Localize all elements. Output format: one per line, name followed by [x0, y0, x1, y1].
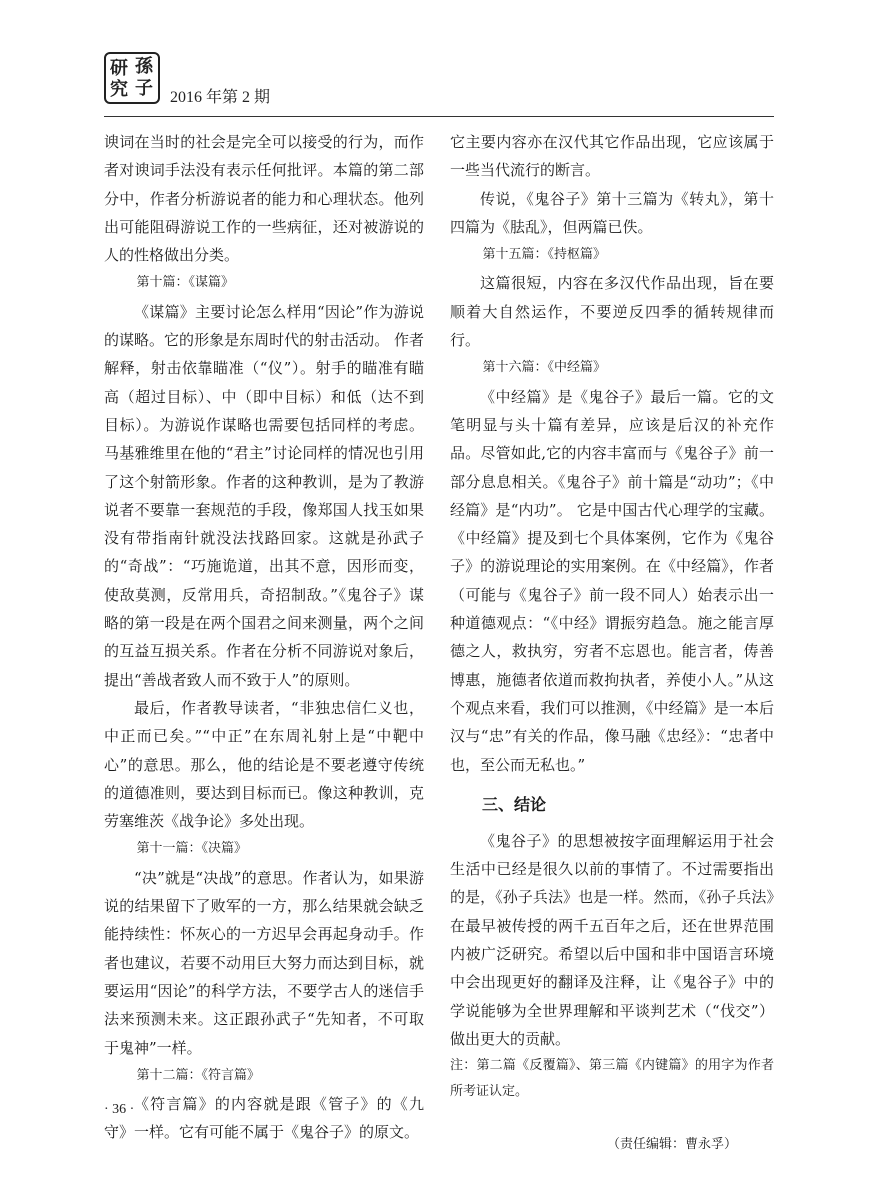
logo-char: 子 [135, 78, 153, 99]
paragraph-continued: 它主要内容亦在汉代其它作品出现，它应该属于一些当代流行的断言。 [450, 133, 774, 180]
section-heading: 三、结论 [482, 794, 547, 814]
logo-char: 究 [110, 79, 128, 100]
header-rule [104, 116, 774, 117]
left-column [104, 128, 424, 1147]
chapter-subheading: 第十五篇：《持枢篇》 [482, 247, 607, 263]
journal-logo [104, 52, 160, 104]
chapter-subheading: 第十六篇：《中经篇》 [482, 360, 607, 376]
chapter-subheading: 第十篇：《谋篇》 [136, 275, 235, 291]
paragraph: 传说，《鬼谷子》第十三篇为《转丸》，第十四篇为《胠乱》，但两篇已佚。 [450, 189, 774, 236]
paragraph: 《符言篇》的内容就是跟《管子》的《九守》一样。它有可能不属于《鬼谷子》的原文。 [104, 1095, 424, 1142]
logo-char: 孫 [135, 56, 153, 77]
right-column [450, 128, 774, 1160]
logo-char: 研 [110, 58, 128, 79]
page-header [104, 52, 774, 116]
paragraph: 《中经篇》是《鬼谷子》最后一篇。它的文笔明显与头十篇有差异，应该是后汉的补充作品。尽管如此,它的内容丰富而与《鬼谷子》前一部分息息相关。《鬼谷子》前十篇是“动功”；《中经篇》是“内功”。 它是中国古代心理学的宝藏。《中经篇》提及到七个具体案例，它作为《鬼谷子》的游说理论的实用案例。在《中经篇》，作者（可能与《鬼谷子》前一段不同人）始表示出一种道德观点：“《中经》谓振穷趋急。施之能言厚德之人，救执穷，穷者不忘恩也。能言者，俦善博惠，施德者依道而救拘执者，养使小人。”从这个观点来看，我们可以推测，《中经篇》是一本后汉与“忠”有关的作品，像马融《忠经》：“忠者中也，至公而无私也。” [450, 387, 774, 774]
paragraph: 这篇很短，内容在多汉代作品出现，旨在要顺着大自然运作，不要逆反四季的循转规律而行。 [450, 274, 774, 350]
paragraph: 《谋篇》主要讨论怎么样用“因论”作为游说的谋略。它的形象是东周时代的射击活动。 作者解释，射击依靠瞄准（“仪”）。射手的瞄准有瞄高（超过目标）、中（即中目标）和低（达不到目标）。为游说作谋略也需要包括同样的考虑。马基雅维里在他的“君主”讨论同样的情况也引用了这个射箭形象。作者的这种教训，是为了教游说者不要靠一套规范的手段，像郑国人找玉如果没有带指南针就没法找路回家。这就是孙武子的“奇战”：“巧施诡道，出其不意，因形而变，使敌莫测，反常用兵，奇招制敌。”《鬼谷子》谋略的第一段是在两个国君之间来测量，两个之间的互益互损关系。作者在分析不同游说对象后，提出“善战者致人而不致于人”的原则。 [104, 302, 424, 689]
chapter-subheading: 第十一篇：《决篇》 [136, 841, 248, 857]
footnote: 注：第二篇《反覆篇》、第三篇《内键篇》的用字为作者所考证认定。 [450, 1058, 774, 1100]
issue-label: 2016 年第 2 期 [170, 89, 271, 106]
paragraph-continued: 谀词在当时的社会是完全可以接受的行为，而作者对谀词手法没有表示任何批评。本篇的第二部分中，作者分析游说者的能力和心理状态。他列出可能阻碍游说工作的一些病征，还对被游说的人的性格做出分类。 [104, 133, 424, 265]
paragraph: 《鬼谷子》的思想被按字面理解运用于社会生活中已经是很久以前的事情了。不过需要指出的是，《孙子兵法》也是一样。然而，《孙子兵法》在最早被传授的两千五百年之后，还在世界范围内被广泛研究。希望以后中国和非中国语言环境中会出现更好的翻译及注释，让《鬼谷子》中的学说能够为全世界理解和平谈判艺术（“伐交”）做出更大的贡献。 [450, 831, 774, 1048]
paragraph: “决”就是“决战”的意思。作者认为，如果游说的结果留下了败军的一方，那么结果就会缺乏能持续性：怀灰心的一方迟早会再起身动手。作者也建议，若要不动用巨大努力而达到目标，就要运用“因论”的科学方法，不要学古人的迷信手法来预测未来。这正跟孙武子“先知者，不可取于鬼神”一样。 [104, 868, 424, 1057]
page-number: · 36 · [104, 1102, 135, 1117]
editor-credit: （责任编辑：曹永孚） [606, 1137, 737, 1153]
paragraph: 最后，作者教导读者，“非独忠信仁义也，中正而已矣。”“中正”在东周礼射上是“中靶中心”的意思。那么，他的结论是不要老遵守传统的道德准则，要达到目标而已。像这种教训，克劳塞维茨《战争论》多处出现。 [104, 698, 424, 831]
chapter-subheading: 第十二篇：《符言篇》 [136, 1067, 261, 1083]
